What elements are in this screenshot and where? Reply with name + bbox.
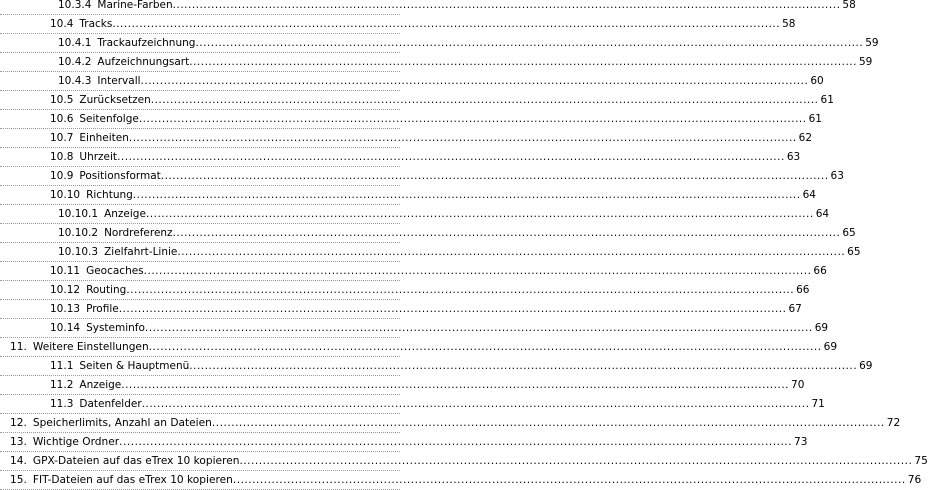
dot-leader [177,243,845,262]
toc-entry-number: 11.1 [50,360,74,372]
toc-entry-title: Datenfelder [79,398,142,410]
toc-entry[interactable] [0,414,901,433]
toc-entry-number: 13. [10,436,27,448]
toc-entry-number: 10.3.4 [58,0,92,11]
toc-entry-number: 10.10.2 [58,227,99,239]
toc-entry[interactable] [0,243,861,262]
toc-entry[interactable] [0,300,802,319]
toc-entry-title: FIT-Dateien auf das eTrex 10 kopieren [32,474,233,486]
toc-entry-number: 12. [10,417,27,429]
toc-entry-page: 76 [907,474,922,486]
toc-entry[interactable] [0,148,801,167]
toc-entry[interactable] [0,338,838,357]
toc-entry-number: 10.4.1 [58,37,92,49]
toc-entry-title: Intervall [97,75,141,87]
toc-entry-title: Profile [86,303,119,315]
toc-entry-title: Routing [86,284,127,296]
toc-entry[interactable] [0,91,834,110]
dot-leader [144,262,812,281]
toc-entry-page: 64 [815,208,830,220]
dot-leader [233,471,906,490]
toc-entry-title: Positionsformat [79,170,161,182]
toc-entry-number: 15. [10,474,27,486]
dot-leader [139,110,807,129]
toc-entry-title: Tracks [79,18,113,30]
toc-entry-page: 62 [798,132,813,144]
dot-leader [133,186,801,205]
toc-entry-number: 10.4.3 [58,75,92,87]
toc-entry-title: Systeminfo [86,322,145,334]
toc-entry-page: 65 [842,227,856,239]
toc-entry[interactable] [0,110,822,129]
toc-entry[interactable] [0,452,928,471]
toc-entry[interactable] [0,167,844,186]
toc-entry-title: Anzeige [104,208,146,220]
dot-leader [173,0,841,15]
toc-entry-page: 69 [814,322,829,334]
toc-entry[interactable] [0,319,829,338]
toc-entry-title: Uhrzeit [79,151,118,163]
toc-entry-number: 11. [10,341,27,353]
toc-entry[interactable] [0,205,830,224]
dot-leader [119,433,792,452]
dot-leader [146,205,814,224]
dot-leader [189,357,857,376]
toc-entry-page: 70 [791,379,805,391]
dot-leader [117,148,785,167]
dot-leader [126,281,794,300]
toc-entry-page: 69 [859,360,873,372]
dot-leader [149,338,822,357]
toc-entry-number: 10.14 [50,322,81,334]
toc-entry-number: 10.4.2 [58,56,92,68]
toc-entry[interactable] [0,376,805,395]
toc-entry-title: Anzeige [79,379,122,391]
toc-entry-page: 66 [796,284,810,296]
toc-entry-page: 60 [810,75,824,87]
toc-entry[interactable] [0,262,827,281]
toc-entry-page: 61 [820,94,834,106]
toc-entry-page: 65 [847,246,861,258]
toc-entry[interactable] [0,15,796,34]
toc-entry-title: Richtung [86,189,133,201]
dot-leader [212,414,885,433]
dot-leader [142,395,810,414]
dot-leader [121,376,789,395]
toc-entry-title: Seiten & Hauptmenü [79,360,190,372]
toc-entry-number: 14. [10,455,27,467]
toc-entry[interactable] [0,471,922,490]
toc-entry-number: 10.8 [50,151,74,163]
toc-entry-number: 10.11 [50,265,81,277]
toc-entry-title: Zurücksetzen [79,94,151,106]
toc-entry-page: 61 [808,113,822,125]
dot-leader [173,224,841,243]
toc-entry-number: 10.13 [50,303,81,315]
toc-entry-number: 10.7 [50,132,74,144]
toc-entry[interactable] [0,129,813,148]
toc-entry-title: Zielfahrt-Linie [104,246,178,258]
toc-entry-number: 10.6 [50,113,74,125]
toc-entry-title: GPX-Dateien auf das eTrex 10 kopieren [32,455,240,467]
dot-leader [189,53,857,72]
dot-leader [145,319,813,338]
dot-leader [129,129,797,148]
toc-entry-title: Wichtige Ordner [32,436,120,448]
toc-entry-page: 72 [886,417,901,429]
toc-entry-page: 71 [811,398,825,410]
toc-entry-page: 58 [782,18,796,30]
toc-entry[interactable] [0,72,824,91]
toc-entry[interactable] [0,433,808,452]
toc-entry-title: Aufzeichnungsart [97,56,190,68]
toc-entry-number: 10.10 [50,189,81,201]
toc-entry-title: Geocaches [86,265,144,277]
toc-entry-title: Weitere Einstellungen [32,341,149,353]
dot-leader [119,300,787,319]
toc-entry-number: 10.9 [50,170,74,182]
toc-entry-title: Speicherlimits, Anzahl an Dateien [32,417,212,429]
toc-entry-page: 59 [859,56,873,68]
toc-entry-title: Einheiten [79,132,129,144]
toc-entry-number: 11.3 [50,398,74,410]
toc-entry-number: 10.5 [50,94,74,106]
dot-leader [151,91,819,110]
toc-entry-page: 69 [823,341,838,353]
dot-leader [141,72,809,91]
toc-entry-page: 58 [842,0,856,11]
toc-entry-number: 10.10.1 [58,208,99,220]
toc-entry-number: 11.2 [50,379,74,391]
toc-entry[interactable] [0,0,856,15]
toc-entry-title: Trackaufzeichnung [97,37,196,49]
toc-entry-title: Marine-Farben [97,0,173,11]
toc-entry[interactable] [0,357,873,376]
toc-entry-page: 73 [794,436,808,448]
toc-entry-page: 63 [830,170,844,182]
dot-leader [239,452,912,471]
toc-entry-page: 67 [788,303,802,315]
dot-leader [161,167,829,186]
toc-entry[interactable] [0,53,873,72]
toc-entry-page: 63 [786,151,801,163]
toc-entry-page: 66 [813,265,827,277]
toc-entry-title: Nordreferenz [104,227,173,239]
toc-entry-title: Seitenfolge [79,113,139,125]
toc-entry-number: 10.4 [50,18,74,30]
toc-entry[interactable] [0,395,825,414]
toc-entry-page: 59 [865,37,879,49]
toc-entry[interactable] [0,224,856,243]
toc-entry-number: 10.12 [50,284,81,296]
toc-entry[interactable] [0,281,810,300]
toc-entry[interactable] [0,34,879,53]
toc-entry-page: 75 [914,455,928,467]
dot-leader [112,15,780,34]
toc-entry-page: 64 [802,189,816,201]
dot-leader [195,34,863,53]
toc-entry-number: 10.10.3 [58,246,99,258]
toc-entry[interactable] [0,186,816,205]
